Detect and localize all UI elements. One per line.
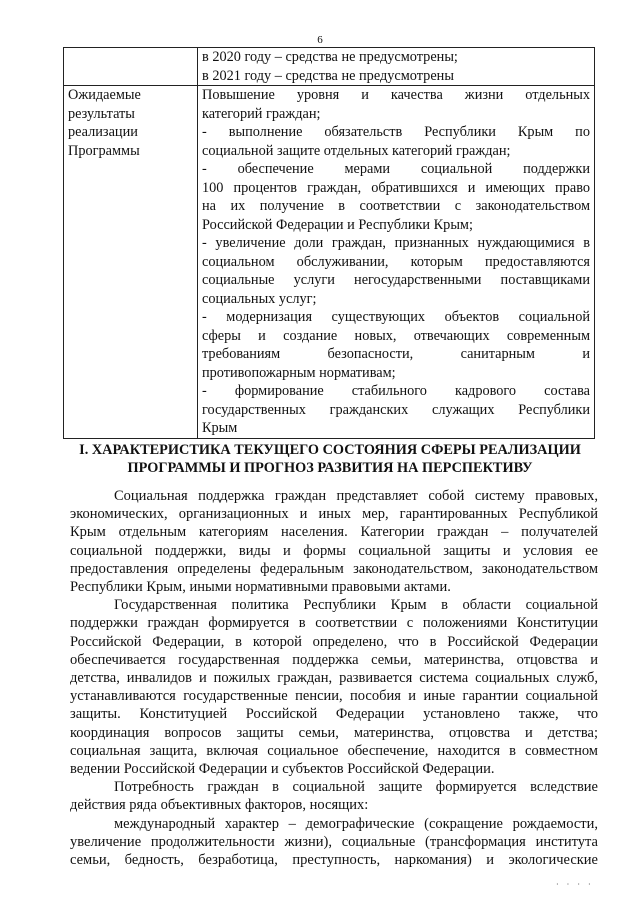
- result-line: Повышение уровня и качества жизни отдельных: [202, 87, 590, 103]
- body-line: Республики Крым, иными нормативными правовыми актами.: [70, 579, 451, 596]
- result-line: сферы и создание новых, отвечающих современным: [202, 327, 590, 344]
- funding-line-2021: в 2021 году – средства не предусмотрены: [202, 67, 454, 84]
- body-line: Потребность граждан в социальной защите формируется вследствие: [114, 779, 598, 796]
- body-line: действия ряда объективных факторов, носящих:: [70, 797, 369, 814]
- result-line: социальных услуг;: [202, 290, 317, 307]
- label-line: Ожидаемые: [68, 87, 141, 103]
- body-line: Крым отдельным категориям населения. Категории граждан – получателей: [70, 524, 598, 541]
- funding-line-2020: в 2020 году – средства не предусмотрены;: [202, 49, 458, 65]
- body-line: устанавливаются государственные пенсии, пособия и иные гарантии социальной: [70, 688, 598, 705]
- funding-row: [64, 48, 595, 86]
- body-line: Социальная поддержка граждан представляет собой систему правовых,: [114, 488, 598, 504]
- body-line: социальная защита, включая социальное обеспечение, находится в совместном: [70, 742, 598, 759]
- section-heading-line: I. ХАРАКТЕРИСТИКА ТЕКУЩЕГО СОСТОЯНИЯ СФЕРЫ РЕАЛИЗАЦИИ: [79, 442, 581, 458]
- body-line: защиты. Конституцией Российской Федерации установлено также, что: [70, 706, 598, 723]
- body-line: предоставления определены федеральным законодательством, законодательством: [70, 560, 598, 577]
- body-line: международный характер – демографические (сокращение рождаемости,: [114, 815, 598, 832]
- result-line: - увеличение доли граждан, признанных нуждающимися в: [202, 235, 590, 251]
- result-line: 100 процентов граждан, обратившихся и имеющих право: [202, 179, 590, 196]
- expected-results-label-cell: [64, 86, 198, 439]
- body-line: социальной поддержки, виды и формы социальной защиты и условия ее: [70, 542, 598, 559]
- body-line: увеличение продолжительности жизни), социальные (трансформация института: [70, 833, 598, 850]
- result-line: категорий граждан;: [202, 105, 321, 122]
- funding-value-cell: [198, 48, 595, 86]
- body-line: ведении Российской Федерации и субъектов Российской Федерации.: [70, 761, 495, 778]
- result-line: социальном обслуживании, которым предоставляются: [202, 253, 590, 270]
- result-line: Российской Федерации и Республики Крым;: [202, 216, 473, 233]
- result-line: на их получение в соответствии с законодательством: [202, 198, 590, 214]
- body-text: [70, 487, 598, 869]
- body-line: поддержки граждан формируется в соответствии с положениями Конституции: [70, 615, 598, 632]
- section-heading: [70, 441, 590, 477]
- program-passport-table: [63, 47, 595, 439]
- label-line: результаты: [68, 105, 135, 122]
- body-line: Российской Федерации, в которой определено, что в Российской Федерации: [70, 633, 598, 650]
- result-line: - модернизация существующих объектов социальной: [202, 309, 590, 325]
- body-line: Государственная политика Республики Крым в области социальной: [114, 597, 598, 614]
- result-line: социальной защите отдельных категорий граждан;: [202, 142, 511, 159]
- label-line: реализации: [68, 124, 138, 140]
- body-line: обеспечивается государственная поддержка семьи, материнства, отцовства и: [70, 651, 598, 668]
- result-line: - выполнение обязательств Республики Крым по: [202, 124, 590, 140]
- result-line: - обеспечение мерами социальной поддержки: [202, 161, 590, 177]
- result-line: Крым: [202, 420, 238, 436]
- result-line: - формирование стабильного кадрового состава: [202, 383, 590, 399]
- body-line: экономических, организационных и иных мер, гарантированных Республикой: [70, 506, 598, 523]
- section-heading-line: ПРОГРАММЫ И ПРОГНОЗ РАЗВИТИЯ НА ПЕРСПЕКТИВУ: [127, 460, 533, 476]
- expected-results-row: [64, 86, 595, 439]
- label-line: Программы: [68, 142, 140, 159]
- result-line: социальные услуги негосударственными поставщиками: [202, 272, 590, 288]
- body-line: семьи, бедность, безработица, преступность, наркомания) и экологические: [70, 852, 598, 869]
- page-number: 6: [317, 34, 323, 46]
- scan-marks: · · · ·: [556, 880, 594, 889]
- result-line: требованиям безопасности, санитарным и: [202, 346, 590, 362]
- funding-label-cell: [64, 48, 198, 86]
- body-line: детства, инвалидов и пожилых граждан, развивается система социальных служб,: [70, 670, 598, 687]
- expected-results-cell: [198, 86, 595, 439]
- result-line: противопожарным нормативам;: [202, 364, 396, 381]
- body-line: координация вопросов защиты семьи, материнства, отцовства и детства;: [70, 724, 598, 741]
- result-line: государственных гражданских служащих Республики: [202, 401, 590, 418]
